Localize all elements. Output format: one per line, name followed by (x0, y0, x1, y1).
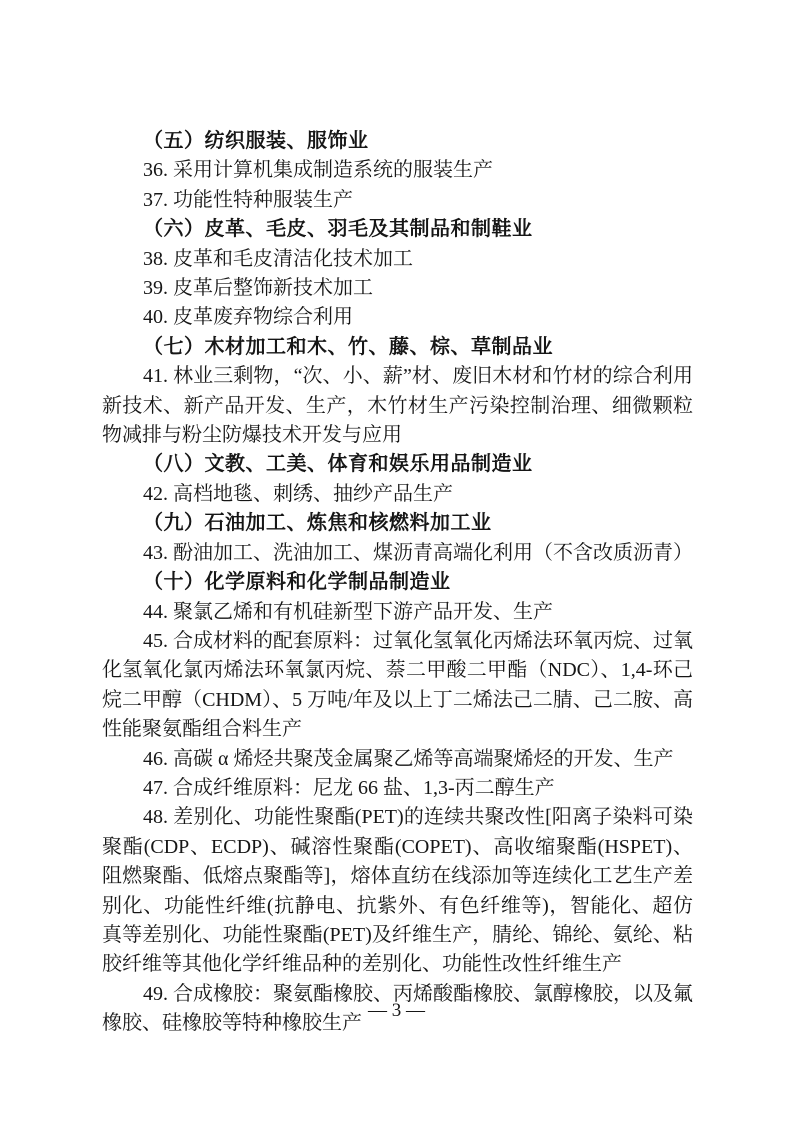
list-item-paragraph: 47. 合成纤维原料：尼龙 66 盐、1,3-丙二醇生产 (143, 776, 555, 799)
list-item-paragraph: 41. 林业三剩物，“次、小、薪”材、废旧木材和竹材的综合利用新技术、新产品开发、生产，木竹材生产污染控制治理、细微颗粒物减排与粉尘防爆技术开发与应用 (102, 365, 693, 447)
list-item-paragraph: 38. 皮革和毛皮清洁化技术加工 (143, 247, 413, 270)
list-item-paragraph: 39. 皮革后整饰新技术加工 (143, 277, 373, 300)
list-item-paragraph: 49. 合成橡胶：聚氨酯橡胶、丙烯酸酯橡胶、氯醇橡胶，以及氟橡胶、硅橡胶等特种橡胶生产 (102, 982, 693, 1035)
list-item-paragraph: 37. 功能性特种服装生产 (143, 188, 353, 211)
section-heading: （十）化学原料和化学制品制造业 (143, 571, 451, 594)
list-item-paragraph: 36. 采用计算机集成制造系统的服装生产 (143, 159, 493, 182)
list-item-paragraph: 44. 聚氯乙烯和有机硅新型下游产品开发、生产 (143, 600, 553, 623)
list-item-paragraph: 46. 高碳 α 烯烃共聚茂金属聚乙烯等高端聚烯烃的开发、生产 (143, 747, 674, 770)
list-item-paragraph: 42. 高档地毯、刺绣、抽纱产品生产 (143, 482, 453, 505)
list-item-paragraph: 40. 皮革废弃物综合利用 (143, 306, 353, 329)
page-number: — 3 — (368, 1000, 425, 1021)
section-heading: （八）文教、工美、体育和娱乐用品制造业 (143, 453, 533, 476)
list-item-paragraph: 45. 合成材料的配套原料：过氧化氢氧化丙烯法环氧丙烷、过氧化氢氧化氯丙烯法环氧氯丙烷、萘二甲酸二甲酯（NDC）、1,4-环己烷二甲醇（CHDM）、5 万吨/年及以上丁二烯法己二腈、己二胺、高性能聚氨酯组合料生产 (102, 629, 693, 741)
section-heading: （六）皮革、毛皮、羽毛及其制品和制鞋业 (143, 218, 533, 241)
section-heading: （九）石油加工、炼焦和核燃料加工业 (143, 512, 492, 535)
section-heading: （七）木材加工和木、竹、藤、棕、草制品业 (143, 335, 553, 358)
document-body (102, 127, 693, 1039)
list-item-paragraph: 48. 差别化、功能性聚酯(PET)的连续共聚改性[阳离子染料可染聚酯(CDP、ECDP)、碱溶性聚酯(COPET)、高收缩聚酯(HSPET)、阻燃聚酯、低熔点聚酯等]，熔体直纺在线添加等连续化工艺生产差别化、功能性纤维(抗静电、抗紫外、有色纤维等)，智能化、超仿真等差别化、功能性聚酯(PET)及纤维生产，腈纶、锦纶、氨纶、粘胶纤维等其他化学纤维品种的差别化、功能性改性纤维生产 (102, 806, 693, 976)
list-item-paragraph: 43. 酚油加工、洗油加工、煤沥青高端化利用（不含改质沥青） (143, 541, 693, 564)
section-heading: （五）纺织服装、服饰业 (143, 130, 369, 152)
